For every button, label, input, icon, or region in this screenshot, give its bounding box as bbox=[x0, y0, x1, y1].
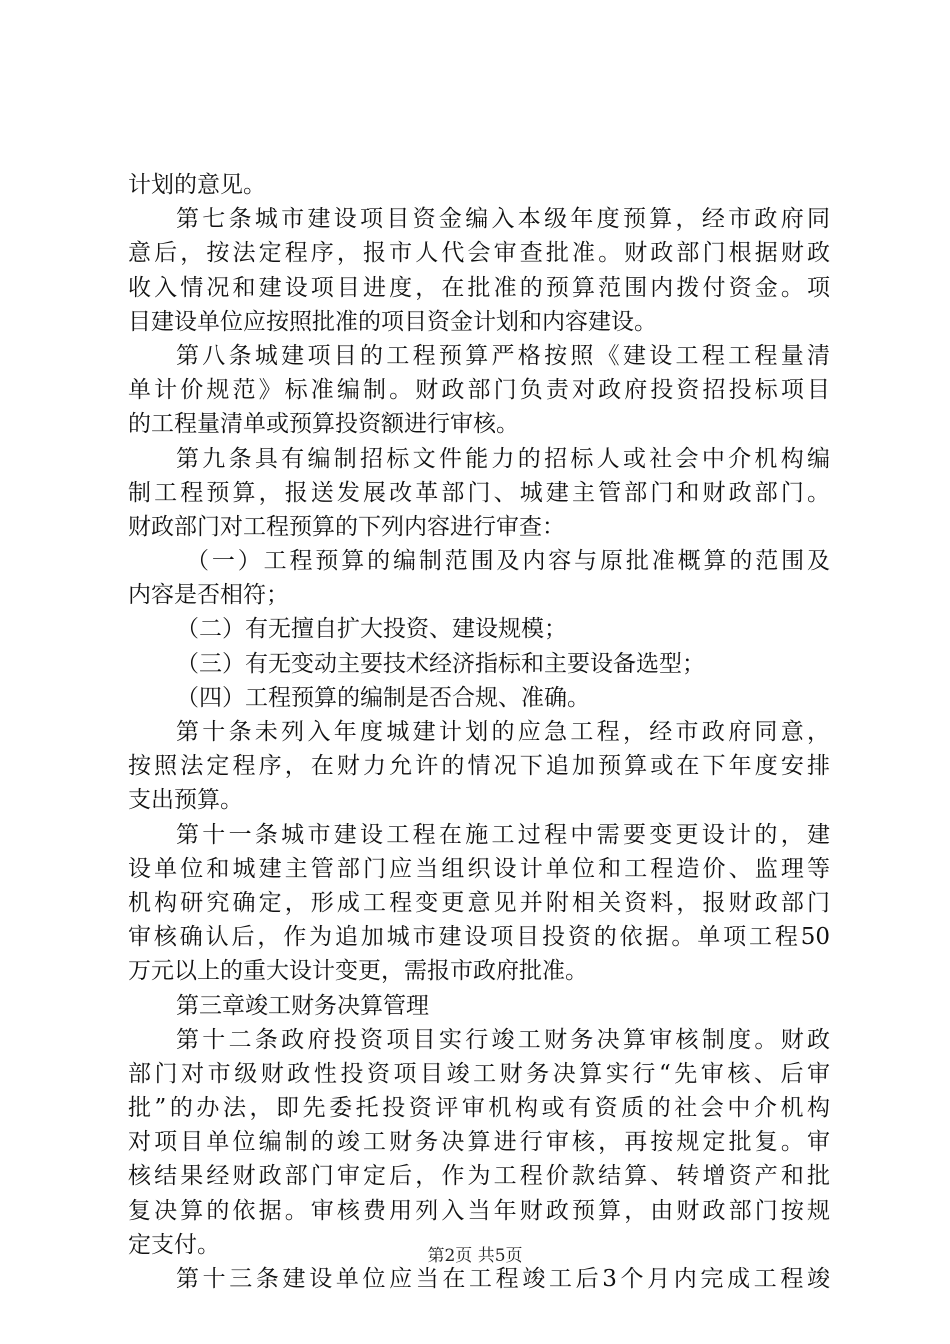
text-line: 目建设单位应按照批准的项目资金计划和内容建设。 bbox=[128, 308, 657, 335]
text-line: 制工程预算，报送发展改革部门、城建主管部门和财政部门。 bbox=[128, 479, 830, 506]
document-body bbox=[128, 168, 830, 1296]
text-line: 第七条城市建设项目资金编入本级年度预算，经市政府同 bbox=[176, 206, 830, 233]
text-line: 对项目单位编制的竣工财务决算进行审核，再按规定批复。审 bbox=[128, 1129, 830, 1156]
text-line: 收入情况和建设项目进度，在批准的预算范围内拨付资金。项 bbox=[128, 274, 830, 301]
text-line: 复决算的依据。审核费用列入当年财政预算，由财政部门按规 bbox=[128, 1197, 830, 1224]
text-line: 第八条城建项目的工程预算严格按照《建设工程工程量清 bbox=[176, 342, 830, 369]
text-line: 第十一条城市建设工程在施工过程中需要变更设计的，建 bbox=[176, 821, 830, 848]
text-line: 第十二条政府投资项目实行竣工财务决算审核制度。财政 bbox=[176, 1026, 830, 1053]
text-line: 内容是否相符； bbox=[128, 582, 289, 609]
text-line: （二）有无擅自扩大投资、建设规模； bbox=[176, 616, 567, 643]
text-line: 机构研究确定，形成工程变更意见并附相关资料，报财政部门 bbox=[128, 889, 830, 916]
text-line: 的工程量清单或预算投资额进行审核。 bbox=[128, 411, 519, 438]
text-line: 第三章竣工财务决算管理 bbox=[176, 992, 429, 1019]
text-line: 第十三条建设单位应当在工程竣工后3个月内完成工程竣 bbox=[176, 1266, 830, 1292]
text-line: 第十条未列入年度城建计划的应急工程，经市政府同意， bbox=[176, 719, 830, 745]
text-line: （三）有无变动主要技术经济指标和主要设备选型； bbox=[176, 650, 705, 677]
text-line: 第九条具有编制招标文件能力的招标人或社会中介机构编 bbox=[176, 445, 830, 472]
text-line: 部门对市级财政性投资项目竣工财务决算实行“先审核、后审 bbox=[128, 1060, 830, 1087]
text-line: （四）工程预算的编制是否合规、准确。 bbox=[176, 684, 590, 711]
text-line: （一）工程预算的编制范围及内容与原批准概算的范围及 bbox=[186, 548, 830, 575]
text-line: 核结果经财政部门审定后，作为工程价款结算、转增资产和批 bbox=[128, 1163, 830, 1190]
text-line: 计划的意见。 bbox=[128, 172, 266, 198]
text-line: 单计价规范》标准编制。财政部门负责对政府投资招投标项目 bbox=[128, 377, 830, 404]
text-line: 财政部门对工程预算的下列内容进行审查： bbox=[128, 513, 565, 540]
text-line: 意后，按法定程序，报市人代会审查批准。财政部门根据财政 bbox=[128, 240, 830, 267]
page-footer: 第2页 共5页 bbox=[427, 1246, 523, 1266]
text-line: 审核确认后，作为追加城市建设项目投资的依据。单项工程50 bbox=[128, 924, 830, 951]
text-line: 按照法定程序，在财力允许的情况下追加预算或在下年度安排 bbox=[128, 753, 830, 780]
text-line: 万元以上的重大设计变更，需报市政府批准。 bbox=[128, 958, 588, 985]
text-line: 设单位和城建主管部门应当组织设计单位和工程造价、监理等 bbox=[128, 855, 830, 882]
text-line: 支出预算。 bbox=[128, 787, 243, 814]
text-line: 批”的办法，即先委托投资评审机构或有资质的社会中介机构 bbox=[128, 1095, 830, 1122]
text-line: 定支付。 bbox=[128, 1231, 220, 1258]
